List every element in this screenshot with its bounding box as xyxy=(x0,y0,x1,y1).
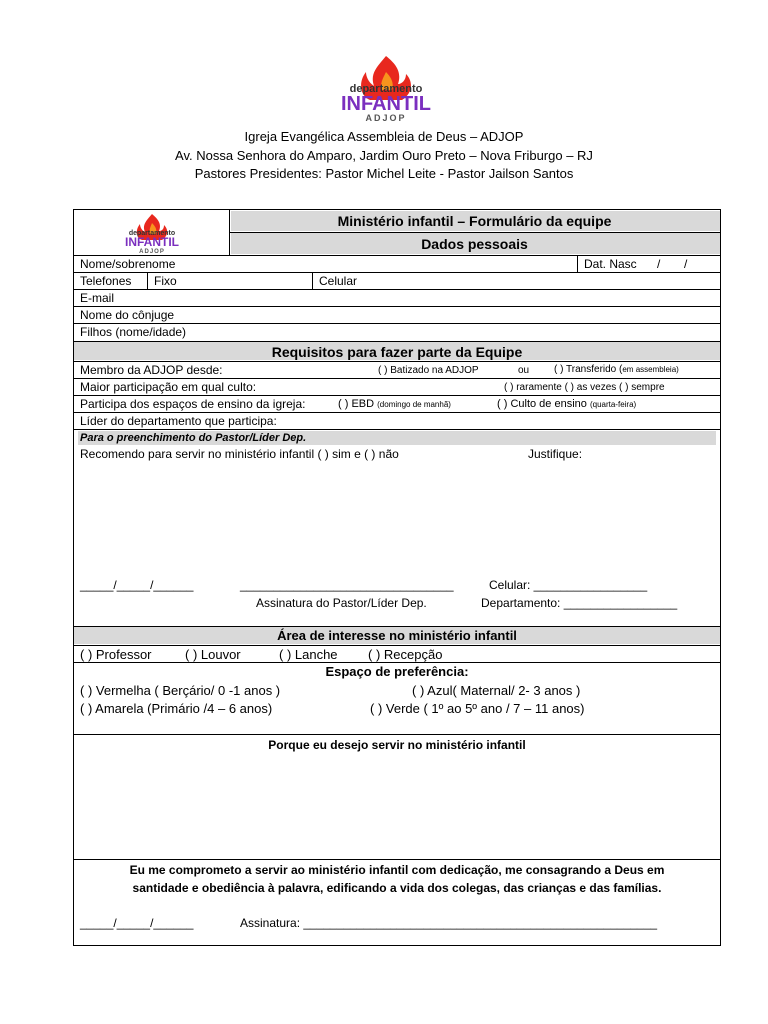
amarela-option: ( ) Amarela (Primário /4 – 6 anos) xyxy=(80,701,273,716)
frequencia-options: ( ) raramente ( ) as vezes ( ) sempre xyxy=(504,382,665,393)
church-address: Av. Nossa Senhora do Amparo, Jardim Ouro Preto – Nova Friburgo – RJ xyxy=(175,148,593,163)
date-slash: / xyxy=(684,257,688,271)
department-logo xyxy=(330,52,442,124)
flame-icon xyxy=(330,52,442,124)
azul-option: ( ) Azul( Maternal/ 2- 3 anos ) xyxy=(412,683,581,698)
ou-text: ou xyxy=(518,365,530,376)
batizado-option: ( ) Batizado na ADJOP xyxy=(378,365,479,376)
verde-option: ( ) Verde ( 1º ao 5º ano / 7 – 11 anos) xyxy=(370,701,585,716)
lider-label: Líder do departamento que participa: xyxy=(80,414,277,428)
participacao-label: Maior participação em qual culto: xyxy=(80,380,257,394)
signature-line: ________________________________ xyxy=(240,578,454,592)
lanche-option: ( ) Lanche xyxy=(279,647,338,662)
small-logo xyxy=(114,212,190,254)
recepcao-option: ( ) Recepção xyxy=(368,647,443,662)
date-line: _____/_____/______ xyxy=(80,578,194,592)
celular-label: Celular xyxy=(319,274,358,288)
church-pastors: Pastores Presidentes: Pastor Michel Leite - Pastor Jailson Santos xyxy=(194,166,574,181)
form-subtitle: Dados pessoais xyxy=(421,236,528,252)
fixo-label: Fixo xyxy=(154,274,177,288)
professor-option: ( ) Professor xyxy=(80,647,152,662)
svg-text:ADJOP: ADJOP xyxy=(139,249,165,254)
team-form xyxy=(73,209,721,946)
pastor-section-label: Para o preenchimento do Pastor/Líder Dep. xyxy=(80,432,307,444)
email-label: E-mail xyxy=(80,291,115,305)
conjuge-label: Nome do cônjuge xyxy=(80,308,175,322)
area-title: Área de interesse no ministério infantil xyxy=(277,628,517,643)
datnasc-label: Dat. Nasc xyxy=(584,257,637,271)
requisitos-title: Requisitos para fazer parte da Equipe xyxy=(271,344,523,360)
church-name: Igreja Evangélica Assembleia de Deus – ADJOP xyxy=(244,129,524,144)
porque-title: Porque eu desejo servir no ministério infantil xyxy=(268,738,526,752)
svg-text:ADJOP: ADJOP xyxy=(365,113,407,123)
svg-text:INFANTIL: INFANTIL xyxy=(125,235,179,249)
svg-text:departamento: departamento xyxy=(349,83,423,95)
louvor-option: ( ) Louvor xyxy=(185,647,241,662)
transferido-option: ( ) Transferido (em assembleia) xyxy=(554,364,679,375)
filhos-label: Filhos (nome/idade) xyxy=(80,325,187,339)
ebd-option: ( ) EBD (domingo de manhã) xyxy=(338,398,451,410)
justifique-label: Justifique: xyxy=(528,447,583,461)
pastor-signature-label: Assinatura do Pastor/Líder Dep. xyxy=(256,596,427,610)
svg-text:departamento: departamento xyxy=(128,230,176,237)
vermelha-option: ( ) Vermelha ( Berçário/ 0 -1 anos ) xyxy=(80,683,281,698)
compromisso-line2: santidade e obediência à palavra, edificando a vida dos colegas, das crianças e das famílias. xyxy=(132,881,662,895)
flame-icon xyxy=(114,212,190,254)
svg-text:INFANTIL: INFANTIL xyxy=(341,93,431,115)
form-title: Ministério infantil – Formulário da equipe xyxy=(337,213,612,229)
celular-line: Celular: _________________ xyxy=(489,578,648,592)
departamento-line: Departamento: _________________ xyxy=(481,596,678,610)
date-slash: / xyxy=(657,257,661,271)
espacos-label: Participa dos espaços de ensino da igreja: xyxy=(80,397,306,411)
culto-option: ( ) Culto de ensino (quarta-feira) xyxy=(497,398,637,410)
recomendo-text: Recomendo para servir no ministério infantil ( ) sim e ( ) não xyxy=(80,447,399,461)
espaco-pref-title: Espaço de preferência: xyxy=(325,664,469,679)
nome-label: Nome/sobrenome xyxy=(80,257,176,271)
final-signature-line: Assinatura: _____________________________________________________ xyxy=(240,916,658,930)
final-date-line: _____/_____/______ xyxy=(80,916,194,930)
compromisso-line1: Eu me comprometo a servir ao ministério infantil com dedicação, me consagrando a Deus em xyxy=(129,863,665,877)
membro-label: Membro da ADJOP desde: xyxy=(80,363,223,377)
telefones-label: Telefones xyxy=(80,274,132,288)
